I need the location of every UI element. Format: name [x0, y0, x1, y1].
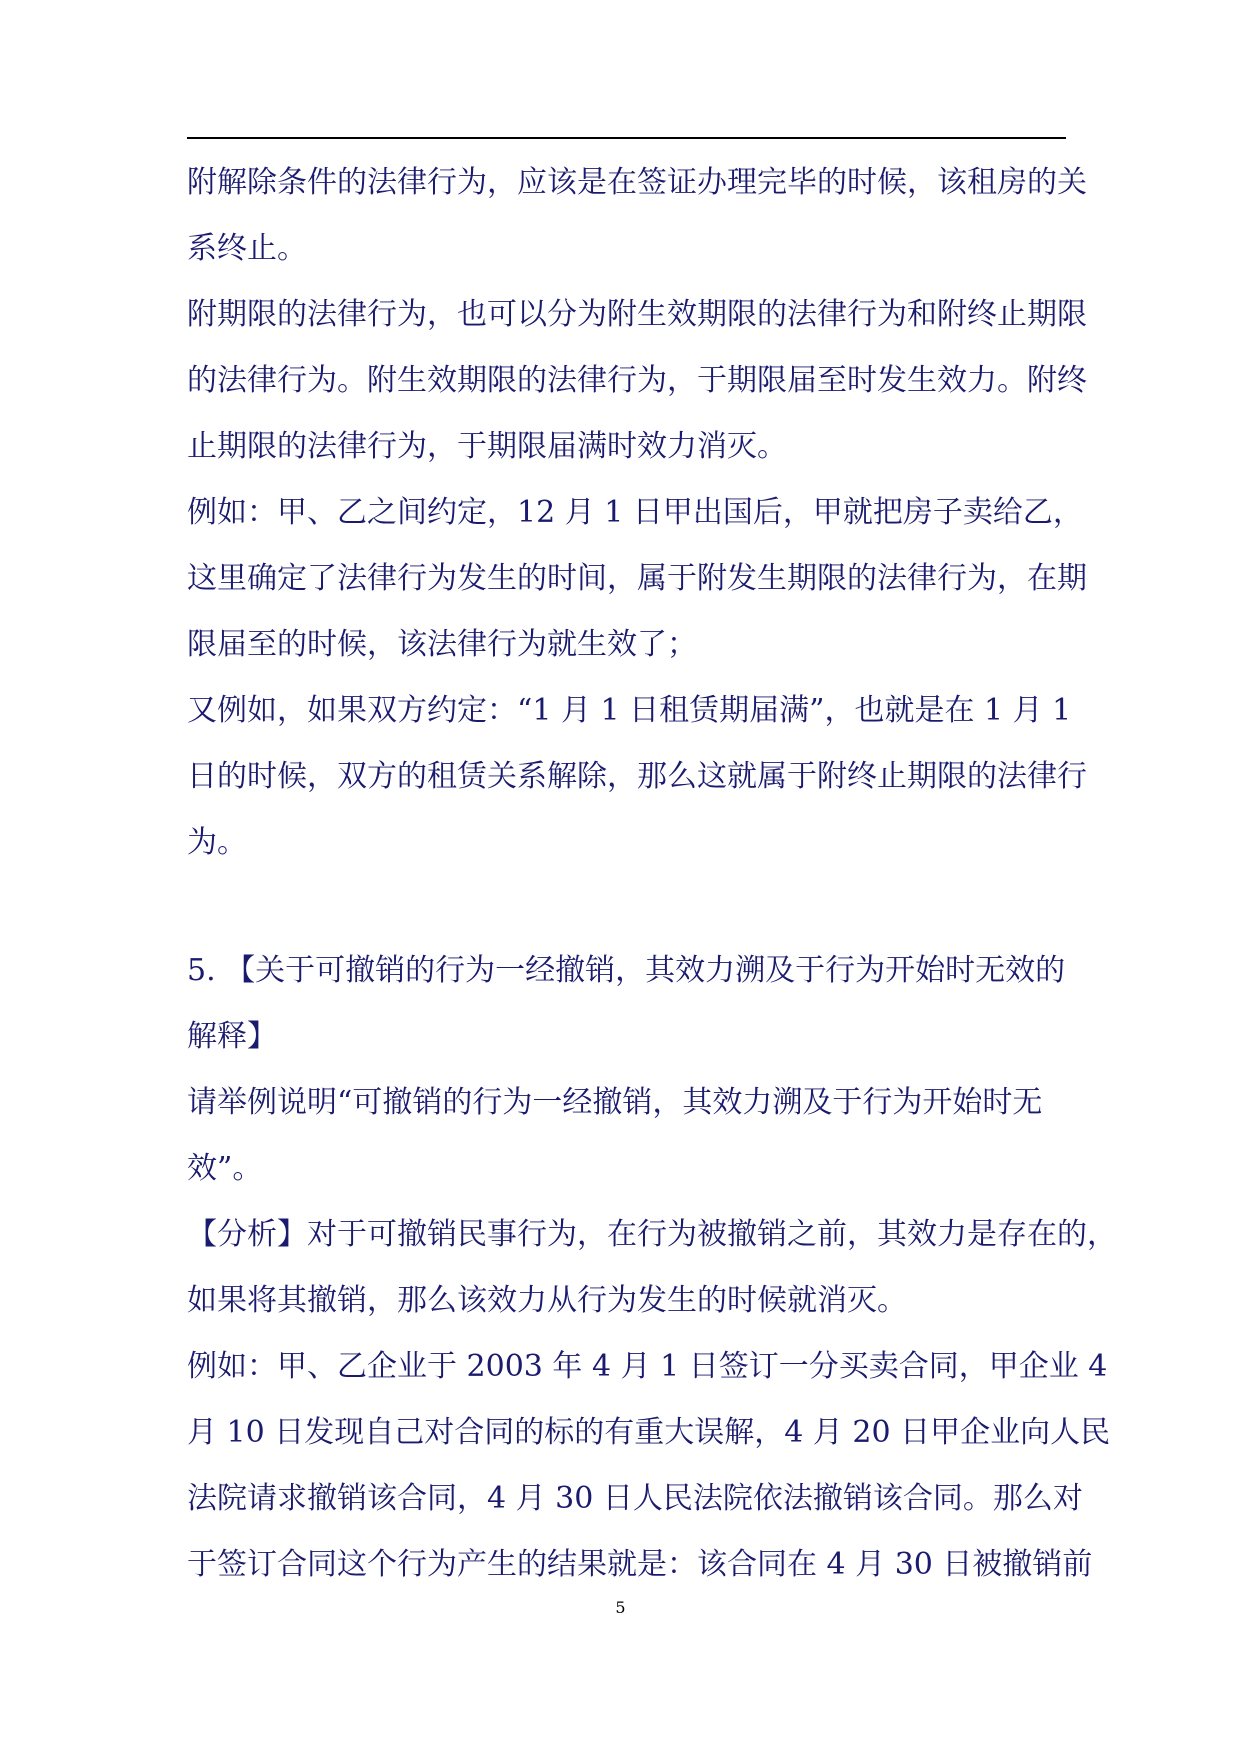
text-line: 为。	[187, 825, 247, 860]
section-gap	[187, 876, 1072, 938]
section-heading	[187, 938, 1072, 1070]
paragraph	[187, 480, 1087, 678]
text-line: 的法律行为。附生效期限的法律行为，于期限届至时发生效力。附终	[187, 363, 1087, 398]
text-line: 效”。	[187, 1151, 263, 1186]
text-line: 如果将其撤销，那么该效力从行为发生的时候就消灭。	[187, 1283, 907, 1318]
text-line: 附期限的法律行为，也可以分为附生效期限的法律行为和附终止期限	[187, 297, 1087, 332]
example-paragraph	[187, 1334, 1111, 1598]
text-line: 止期限的法律行为，于期限届满时效力消灭。	[187, 429, 787, 464]
document-body	[187, 150, 1117, 1598]
text-line: 请举例说明“可撤销的行为一经撤销，其效力溯及于行为开始时无	[187, 1085, 1043, 1120]
text-line: 限届至的时候，该法律行为就生效了；	[187, 627, 697, 662]
text-line: 又例如，如果双方约定：“1 月 1 日租赁期届满”，也就是在 1 月 1	[187, 693, 1072, 728]
text-line: 日的时候，双方的租赁关系解除，那么这就属于附终止期限的法律行	[187, 759, 1087, 794]
paragraph	[187, 150, 1087, 282]
text-line: 这里确定了法律行为发生的时间，属于附发生期限的法律行为，在期	[187, 561, 1087, 596]
text-line: 例如：甲、乙企业于 2003 年 4 月 1 日签订一分买卖合同，甲企业 4	[187, 1349, 1108, 1384]
text-line: 法院请求撤销该合同，4 月 30 日人民法院依法撤销该合同。那么对	[187, 1481, 1083, 1516]
text-line: 【分析】对于可撤销民事行为，在行为被撤销之前，其效力是存在的，	[187, 1217, 1117, 1252]
text-line: 例如：甲、乙之间约定，12 月 1 日甲出国后，甲就把房子卖给乙，	[187, 495, 1083, 530]
paragraph	[187, 282, 1087, 480]
analysis-paragraph	[187, 1202, 1117, 1334]
heading-line: 解释】	[187, 1019, 277, 1054]
text-line: 附解除条件的法律行为，应该是在签证办理完毕的时候，该租房的关	[187, 165, 1087, 200]
question-paragraph	[187, 1070, 1072, 1202]
header-rule	[187, 137, 1066, 139]
text-line: 系终止。	[187, 231, 307, 266]
heading-line: 5. 【关于可撤销的行为一经撤销，其效力溯及于行为开始时无效的	[187, 953, 1066, 988]
text-line: 于签订合同这个行为产生的结果就是：该合同在 4 月 30 日被撤销前	[187, 1547, 1093, 1582]
page-number: 5	[615, 1598, 626, 1617]
paragraph	[187, 678, 1087, 876]
text-line: 月 10 日发现自己对合同的标的有重大误解，4 月 20 日甲企业向人民	[187, 1415, 1111, 1450]
